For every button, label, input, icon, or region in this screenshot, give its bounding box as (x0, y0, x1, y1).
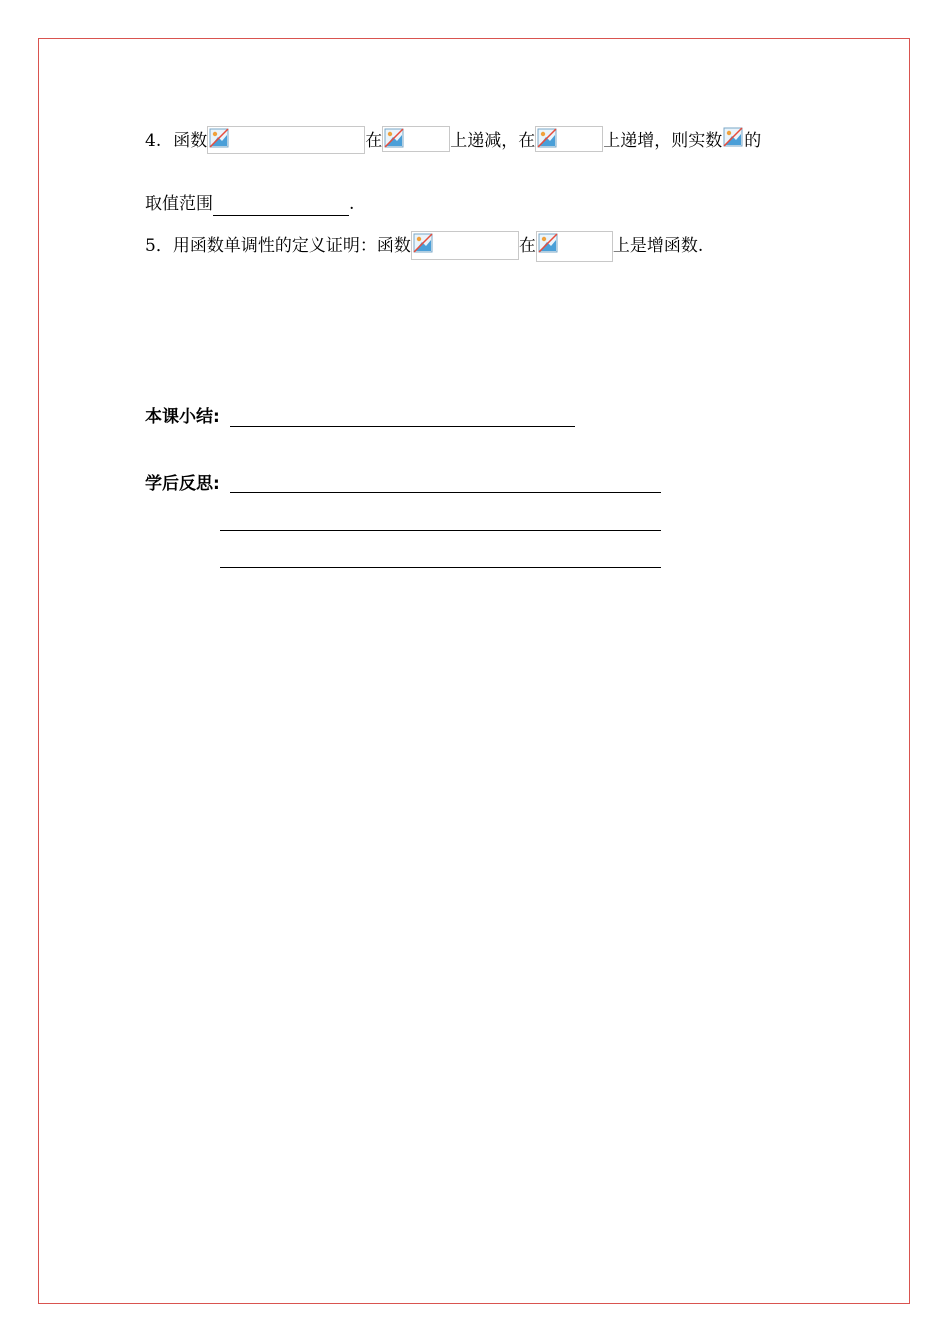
question-4-line-1 (145, 130, 761, 154)
summary-line (145, 406, 220, 428)
broken-image-icon (384, 128, 404, 148)
reflection-label: 学后反思: (145, 474, 220, 494)
text: 函数 (173, 131, 208, 151)
answer-blank[interactable] (213, 195, 349, 216)
text: 取值范围 (145, 194, 213, 214)
text: 上递增，则实数 (603, 131, 723, 151)
page-frame (38, 38, 910, 1304)
formula-image-interval-2 (535, 126, 603, 152)
broken-image-icon (723, 127, 743, 147)
question-4-line-2 (145, 193, 354, 216)
text: 5．用函数单调性的定义证明：函数 (145, 236, 411, 256)
summary-label: 本课小结: (145, 407, 220, 427)
summary-rule[interactable] (230, 426, 575, 427)
reflection-rule-3[interactable] (220, 567, 661, 568)
formula-image-function (411, 231, 519, 260)
formula-image-interval-1 (382, 126, 450, 152)
text: 的 (744, 131, 762, 151)
text: . (349, 194, 355, 214)
text: 在 (518, 236, 536, 256)
broken-image-icon (537, 128, 557, 148)
broken-image-icon (413, 233, 433, 253)
text: 上递减，在 (450, 131, 536, 151)
formula-image-interval (536, 231, 613, 262)
reflection-line (145, 473, 220, 495)
formula-image-function (207, 126, 365, 154)
reflection-rule-1[interactable] (230, 492, 661, 493)
reflection-rule-2[interactable] (220, 530, 661, 531)
question-5 (145, 235, 703, 262)
broken-image-icon (209, 128, 229, 148)
text: 上是增函数. (612, 236, 704, 256)
question-number: 4. (145, 131, 162, 151)
text: 在 (365, 131, 383, 151)
broken-image-icon (538, 233, 558, 253)
formula-image-variable (722, 126, 744, 152)
